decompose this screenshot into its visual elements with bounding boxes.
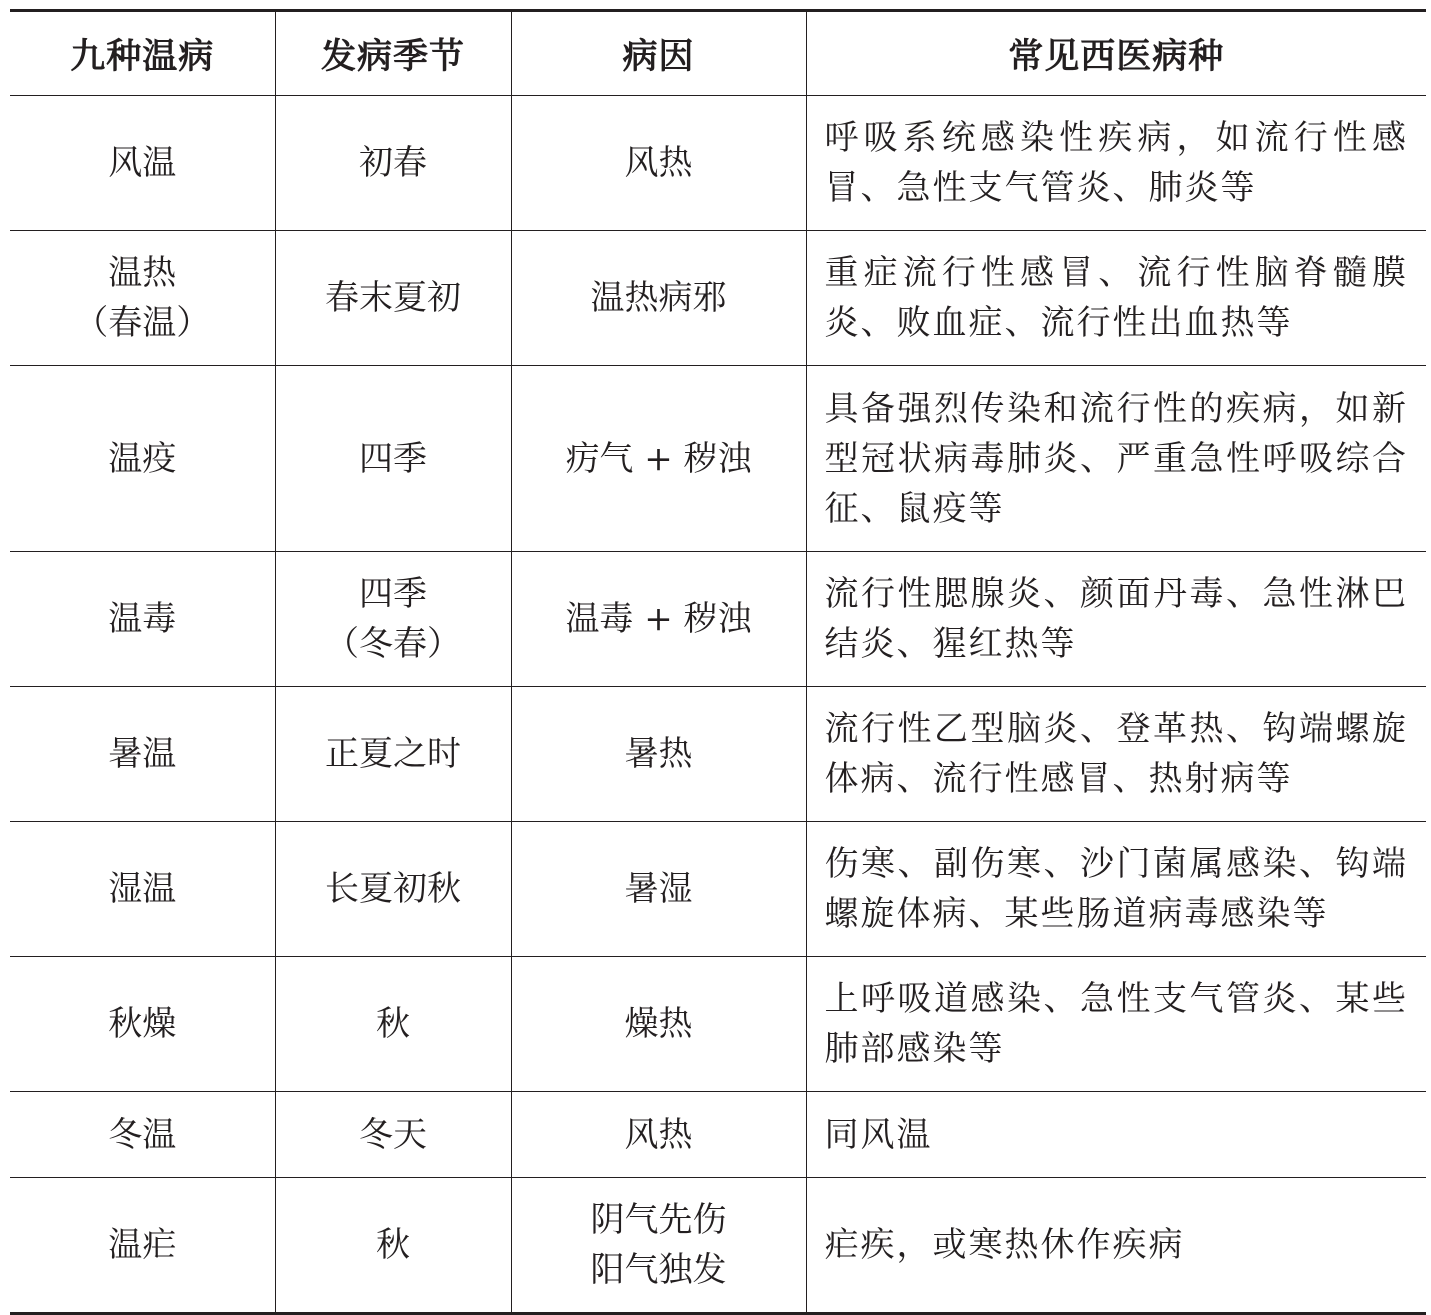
cell-disease: [10, 687, 275, 822]
cell-season: [275, 957, 511, 1092]
cell-western-disease: 伤寒、副伤寒、沙门菌属感染、钩端螺旋体病、某些肠道病毒感染等: [806, 822, 1426, 957]
cell-line: 温热: [108, 253, 177, 293]
cell-line: 暑热: [624, 734, 693, 774]
cell-season: [275, 822, 511, 957]
disease-table-container: [10, 9, 1426, 1315]
header-season: 发病季节: [275, 11, 511, 96]
cell-line: 阴气先伤: [590, 1200, 727, 1240]
cell-season: [275, 96, 511, 231]
header-row: [10, 11, 1426, 96]
cell-western-disease: 流行性乙型脑炎、登革热、钩端螺旋体病、流行性感冒、热射病等: [806, 687, 1426, 822]
cell-disease: [10, 1178, 275, 1314]
cell-cause: [511, 96, 806, 231]
cell-line: 春末夏初: [325, 278, 461, 318]
cell-line: 冬天: [359, 1114, 427, 1155]
cell-season: [275, 1178, 511, 1314]
table-row: [10, 1092, 1426, 1178]
cell-western-disease: 上呼吸道感染、急性支气管炎、某些肺部感染等: [806, 957, 1426, 1092]
cell-line: 温疟: [108, 1225, 177, 1265]
cell-season: [275, 687, 511, 822]
cell-line: 风热: [624, 1114, 693, 1155]
cell-cause: [511, 366, 806, 552]
cell-disease: [10, 366, 275, 552]
cell-line: 温疫: [108, 438, 177, 479]
cell-line: 温毒 + 秽浊: [565, 599, 752, 639]
table-row: [10, 1178, 1426, 1314]
cell-season: [275, 1092, 511, 1178]
table-row: [10, 957, 1426, 1092]
header-cause: 病因: [511, 11, 806, 96]
cell-line: 疠气 + 秽浊: [565, 438, 752, 479]
cell-line: 冬温: [108, 1114, 177, 1155]
table-row: [10, 552, 1426, 687]
cell-western-disease: 同风温: [806, 1092, 1426, 1178]
cell-line: 温毒: [108, 599, 177, 639]
cell-line: 阳气独发: [590, 1250, 727, 1290]
cell-line: 温热病邪: [590, 278, 727, 318]
cell-line: 秋燥: [108, 1004, 177, 1044]
cell-line: 湿温: [108, 869, 177, 909]
cell-cause: [511, 1178, 806, 1314]
cell-line: 暑湿: [624, 869, 693, 909]
cell-line: 风热: [624, 143, 693, 183]
table-row: [10, 231, 1426, 366]
cell-cause: [511, 957, 806, 1092]
cell-line: 风温: [108, 143, 177, 183]
cell-cause: [511, 1092, 806, 1178]
cell-line: 暑温: [108, 734, 177, 774]
cell-disease: [10, 231, 275, 366]
cell-line: 四季: [359, 438, 427, 479]
header-western-disease: 常见西医病种: [806, 11, 1426, 96]
header-disease: 九种温病: [10, 11, 275, 96]
cell-cause: [511, 687, 806, 822]
cell-line: 正夏之时: [325, 734, 461, 774]
cell-line: 秋: [376, 1225, 410, 1265]
cell-line: 燥热: [624, 1004, 693, 1044]
cell-season: [275, 231, 511, 366]
cell-cause: [511, 552, 806, 687]
cell-cause: [511, 231, 806, 366]
table-row: [10, 822, 1426, 957]
table-row: [10, 687, 1426, 822]
cell-season: [275, 366, 511, 552]
cell-line: （春温）: [74, 303, 211, 343]
cell-line: 秋: [376, 1004, 410, 1044]
table-row: [10, 366, 1426, 552]
cell-disease: [10, 1092, 275, 1178]
cell-season: [275, 552, 511, 687]
warm-disease-table: [10, 9, 1426, 1315]
cell-western-disease: 呼吸系统感染性疾病，如流行性感冒、急性支气管炎、肺炎等: [806, 96, 1426, 231]
cell-disease: [10, 822, 275, 957]
table-row: [10, 96, 1426, 231]
cell-line: 长夏初秋: [325, 869, 461, 909]
cell-cause: [511, 822, 806, 957]
cell-line: 初春: [359, 143, 427, 183]
cell-disease: [10, 96, 275, 231]
cell-disease: [10, 957, 275, 1092]
cell-western-disease: 流行性腮腺炎、颜面丹毒、急性淋巴结炎、猩红热等: [806, 552, 1426, 687]
cell-line: （冬春）: [325, 624, 461, 664]
cell-western-disease: 具备强烈传染和流行性的疾病，如新型冠状病毒肺炎、严重急性呼吸综合征、鼠疫等: [806, 366, 1426, 552]
cell-western-disease: 重症流行性感冒、流行性脑脊髓膜炎、败血症、流行性出血热等: [806, 231, 1426, 366]
cell-western-disease: 疟疾，或寒热休作疾病: [806, 1178, 1426, 1314]
cell-line: 四季: [359, 574, 427, 614]
cell-disease: [10, 552, 275, 687]
